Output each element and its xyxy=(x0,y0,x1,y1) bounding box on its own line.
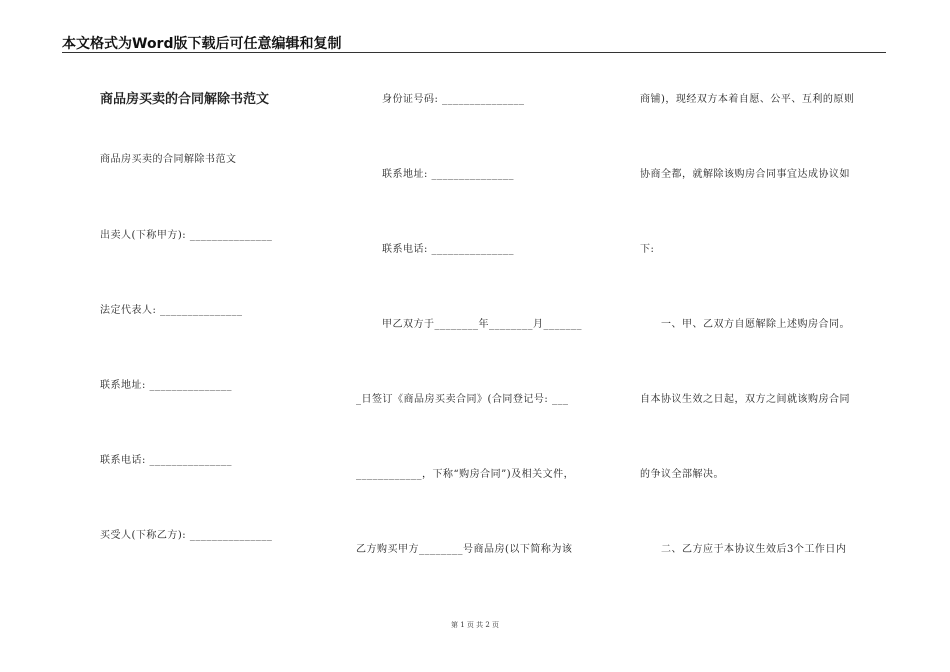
text-line: 二、乙方应于本协议生效后3个工作日内 xyxy=(640,544,847,555)
text-line: 商品房买卖的合同解除书范文 xyxy=(100,154,237,165)
text-line: ____________，下称“购房合同”)及相关文件， xyxy=(356,469,575,480)
text-line: 联系地址: _______________ xyxy=(100,380,233,391)
text-line: 自本协议生效之日起，双方之间就该购房合同 xyxy=(640,394,850,405)
text-line: 乙方购买甲方________号商品房(以下简称为该 xyxy=(356,544,573,555)
text-line: 联系电话: _______________ xyxy=(382,244,515,255)
text-line: 买受人(下称乙方): _______________ xyxy=(100,530,273,541)
text-line: 法定代表人: _______________ xyxy=(100,305,243,316)
page-number: 第 1 页 共 2 页 xyxy=(450,621,500,629)
text-line: 出卖人(下称甲方): _______________ xyxy=(100,230,273,241)
text-line: 甲乙双方于________年________月_______ xyxy=(382,319,582,330)
text-line: 一、甲、乙双方自愿解除上述购房合同。 xyxy=(640,319,850,330)
text-line: 的争议全部解决。 xyxy=(640,469,724,480)
text-line: 身份证号码: _______________ xyxy=(382,94,525,105)
document-header: 本文格式为Word版下载后可任意编辑和复制 xyxy=(62,36,342,52)
text-line: 下: xyxy=(640,244,655,255)
text-line: _日签订《商品房买卖合同》(合同登记号: ___ xyxy=(356,394,569,405)
text-line: 联系地址: _______________ xyxy=(382,169,515,180)
text-line: 协商全都，就解除该购房合同事宜达成协议如 xyxy=(640,169,850,180)
text-line: 商铺)，现经双方本着自愿、公平、互利的原则 xyxy=(640,94,855,105)
header-divider xyxy=(62,52,886,53)
document-title: 商品房买卖的合同解除书范文 xyxy=(100,92,270,107)
text-line: 联系电话: _______________ xyxy=(100,455,233,466)
